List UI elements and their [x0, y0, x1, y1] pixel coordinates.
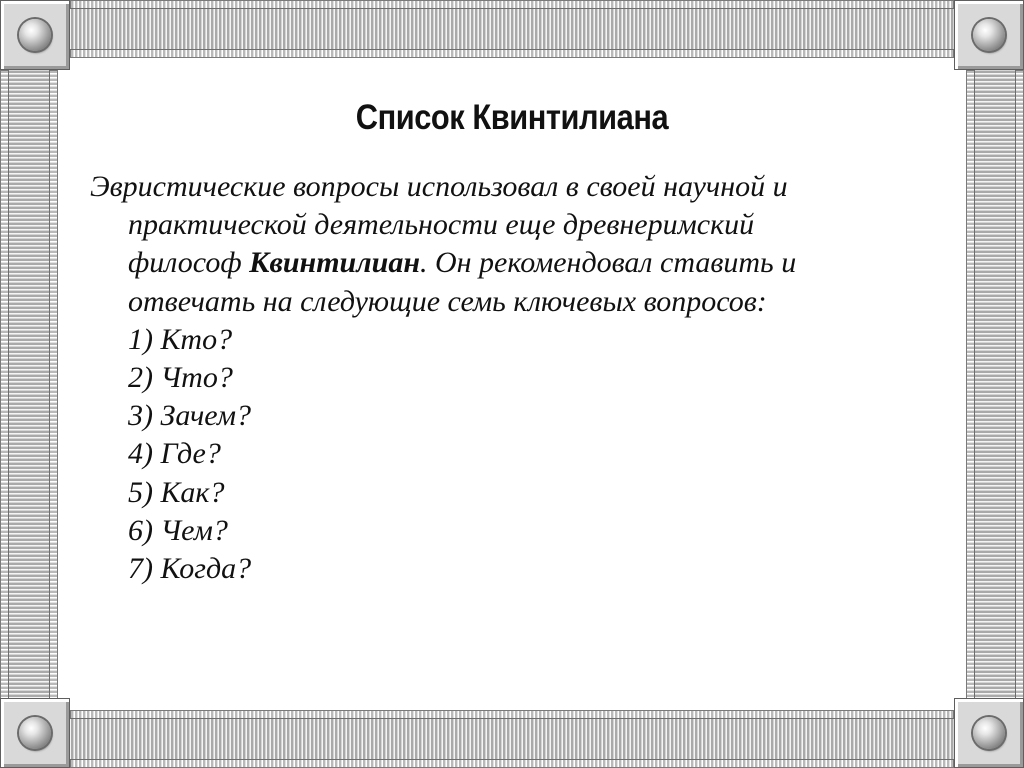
author-name: Квинтилиан — [249, 246, 420, 280]
paragraph-text: . Он рекомендовал ставить и — [419, 246, 797, 280]
question-item: 2) Что? — [128, 361, 233, 395]
slide-body — [90, 168, 940, 588]
question-item: 1) Кто? — [128, 322, 233, 356]
frame-right-bar — [966, 70, 1024, 710]
frame-corner-bottom-left — [0, 698, 70, 768]
question-item: 6) Чем? — [128, 513, 228, 547]
question-item: 5) Как? — [128, 475, 225, 509]
question-item: 7) Когда? — [128, 552, 252, 586]
frame-left-bar — [0, 70, 58, 710]
questions-list — [90, 321, 940, 588]
paragraph-line — [90, 244, 940, 282]
paragraph-line: практической деятельности еще древнеримский — [128, 208, 755, 242]
rivet-icon — [973, 19, 1005, 51]
paragraph-line: Эвристические вопросы использовал в своей научной и — [90, 170, 788, 203]
rivet-icon — [19, 19, 51, 51]
frame-top-bar — [70, 0, 954, 58]
rivet-icon — [19, 717, 51, 749]
paragraph-text: философ — [128, 246, 250, 280]
slide-title: Список Квинтилиана — [355, 98, 669, 137]
question-item: 3) Зачем? — [128, 399, 251, 433]
frame-corner-top-left — [0, 0, 70, 70]
frame-corner-top-right — [954, 0, 1024, 70]
frame-corner-bottom-right — [954, 698, 1024, 768]
question-item: 4) Где? — [128, 437, 221, 471]
paragraph-line: отвечать на следующие семь ключевых вопросов: — [128, 284, 767, 318]
rivet-icon — [973, 717, 1005, 749]
frame-bottom-bar — [70, 710, 954, 768]
